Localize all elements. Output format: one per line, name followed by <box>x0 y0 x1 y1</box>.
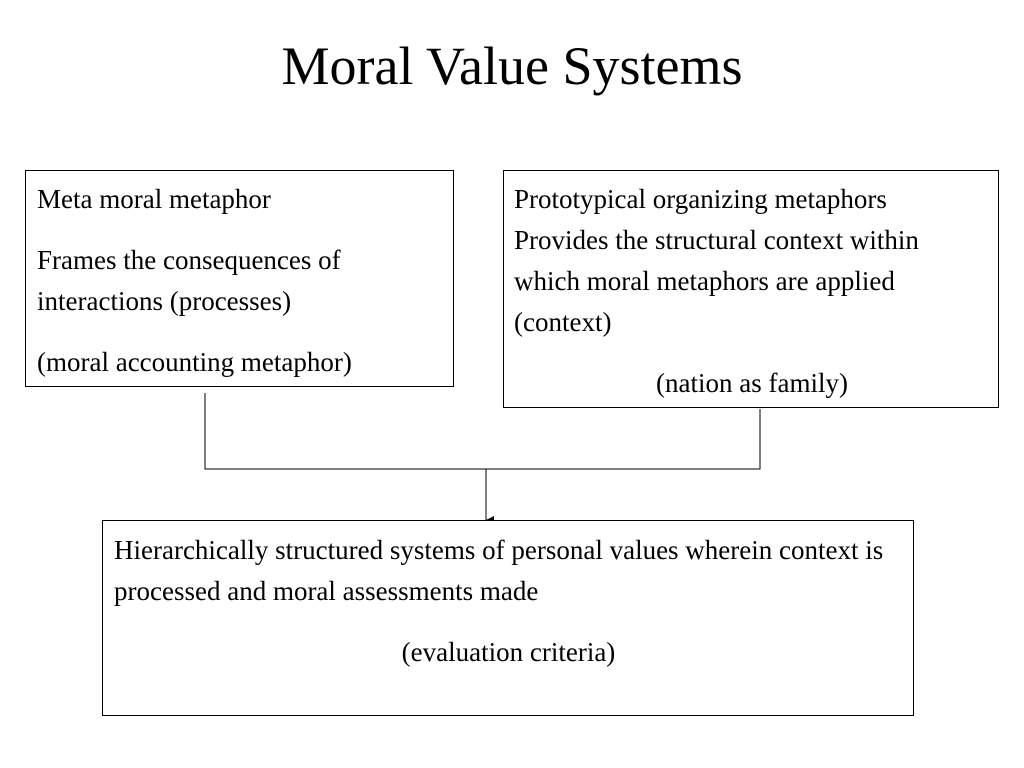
bottom-box-description: Hierarchically structured systems of personal values wherein context is processed and moral assessments made <box>114 535 884 606</box>
left-box-description: Frames the consequences of interactions (processes) <box>37 245 341 316</box>
slide-title: Moral Value Systems <box>281 36 743 96</box>
bottom-box-example: (evaluation criteria) <box>401 637 616 667</box>
personal-value-systems-box <box>102 520 914 716</box>
meta-moral-metaphor-box <box>25 170 454 387</box>
right-box-example: (nation as family) <box>656 368 848 398</box>
right-box-heading: Prototypical organizing metaphors <box>514 184 887 214</box>
prototypical-metaphors-box <box>503 170 999 408</box>
left-box-example: (moral accounting metaphor) <box>37 347 352 377</box>
left-box-heading: Meta moral metaphor <box>37 184 271 214</box>
right-connector-line <box>486 409 760 469</box>
left-connector-line <box>205 393 486 469</box>
right-box-description: Provides the structural context within which moral metaphors are applied (context) <box>514 225 919 337</box>
